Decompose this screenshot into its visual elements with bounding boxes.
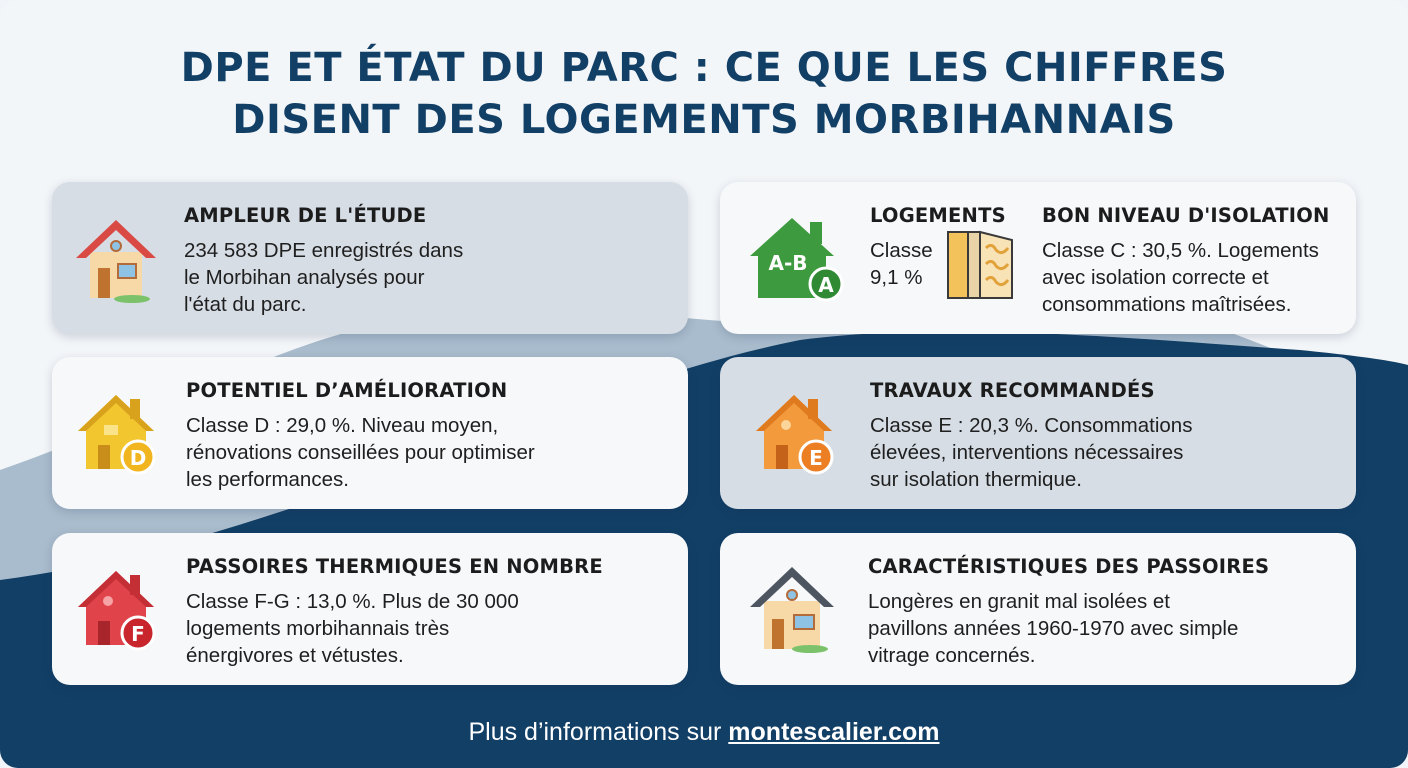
card-ab-text <box>870 237 933 291</box>
card-study-line: l'état du parc. <box>184 293 307 316</box>
card-passoires-line: Longères en granit mal isolées et <box>868 590 1170 613</box>
card-ab-line: Classe <box>870 239 933 262</box>
card-fg-line: énergivores et vétustes. <box>186 644 404 667</box>
card-c-line: avec isolation correcte et <box>1042 266 1269 289</box>
card-e-title: TRAVAUX RECOMMANDÉS <box>870 379 1155 402</box>
footer-prefix: Plus d’informations sur <box>468 718 729 746</box>
yellow-house-d-icon <box>76 389 160 479</box>
green-house-ab-icon <box>748 212 844 304</box>
card-c-line: Classe C : 30,5 %. Logements <box>1042 239 1319 262</box>
old-house-icon <box>748 561 836 655</box>
card-fg-text <box>186 588 519 669</box>
card-passoires-line: pavillons années 1960-1970 avec simple <box>868 617 1239 640</box>
card-d-line: rénovations conseillées pour optimiser <box>186 441 535 464</box>
card-class-fg <box>52 533 688 685</box>
card-e-line: Classe E : 20,3 %. Consommations <box>870 414 1193 437</box>
card-class-e <box>720 357 1356 509</box>
card-e-line: élevées, interventions nécessaires <box>870 441 1184 464</box>
card-fg-line: logements morbihannais très <box>186 617 450 640</box>
page-title-line-2: DISENT DES LOGEMENTS MORBIHANNAIS <box>232 97 1176 143</box>
card-fg-line: Classe F-G : 13,0 %. Plus de 30 000 <box>186 590 519 613</box>
card-passoires-text <box>868 588 1238 669</box>
page-title-line-1: DPE ET ÉTAT DU PARC : CE QUE LES CHIFFRES <box>180 45 1228 91</box>
card-d-line: Classe D : 29,0 %. Niveau moyen, <box>186 414 499 437</box>
class-d-badge: D <box>129 446 147 470</box>
class-ab-label: A-B <box>768 251 808 275</box>
card-e-line: sur isolation thermique. <box>870 468 1082 491</box>
card-d-line: les performances. <box>186 468 349 491</box>
class-a-badge: A <box>818 273 834 297</box>
card-study-line: 234 583 DPE enregistrés dans <box>184 239 464 262</box>
card-c-line: consommations maîtrisées. <box>1042 293 1292 316</box>
card-c-title: BON NIVEAU D'ISOLATION <box>1042 204 1330 227</box>
card-e-text <box>870 412 1192 493</box>
insulation-wall-icon <box>946 228 1016 302</box>
footer-website-link[interactable]: montescalier.com <box>728 718 940 746</box>
card-study-title: AMPLEUR DE L'ÉTUDE <box>184 204 427 227</box>
card-fg-title: PASSOIRES THERMIQUES EN NOMBRE <box>186 555 603 578</box>
card-study-text <box>184 237 463 318</box>
card-d-title: POTENTIEL D’AMÉLIORATION <box>186 379 508 402</box>
card-ab-title: LOGEMENTS <box>870 204 1006 227</box>
page-title <box>0 42 1408 146</box>
class-f-badge: F <box>131 622 145 646</box>
card-class-d <box>52 357 688 509</box>
card-passoires-line: vitrage concernés. <box>868 644 1036 667</box>
orange-house-e-icon <box>754 389 838 479</box>
class-e-badge: E <box>809 446 823 470</box>
card-passoires <box>720 533 1356 685</box>
card-passoires-title: CARACTÉRISTIQUES DES PASSOIRES <box>868 555 1270 578</box>
footer <box>0 718 1408 747</box>
card-class-ab-c <box>720 182 1356 334</box>
card-ab-line: 9,1 % <box>870 266 923 289</box>
house-icon <box>74 212 158 304</box>
card-study-line: le Morbihan analysés pour <box>184 266 425 289</box>
card-c-text <box>1042 237 1319 318</box>
card-study <box>52 182 688 334</box>
red-house-f-icon <box>76 565 160 655</box>
card-d-text <box>186 412 535 493</box>
